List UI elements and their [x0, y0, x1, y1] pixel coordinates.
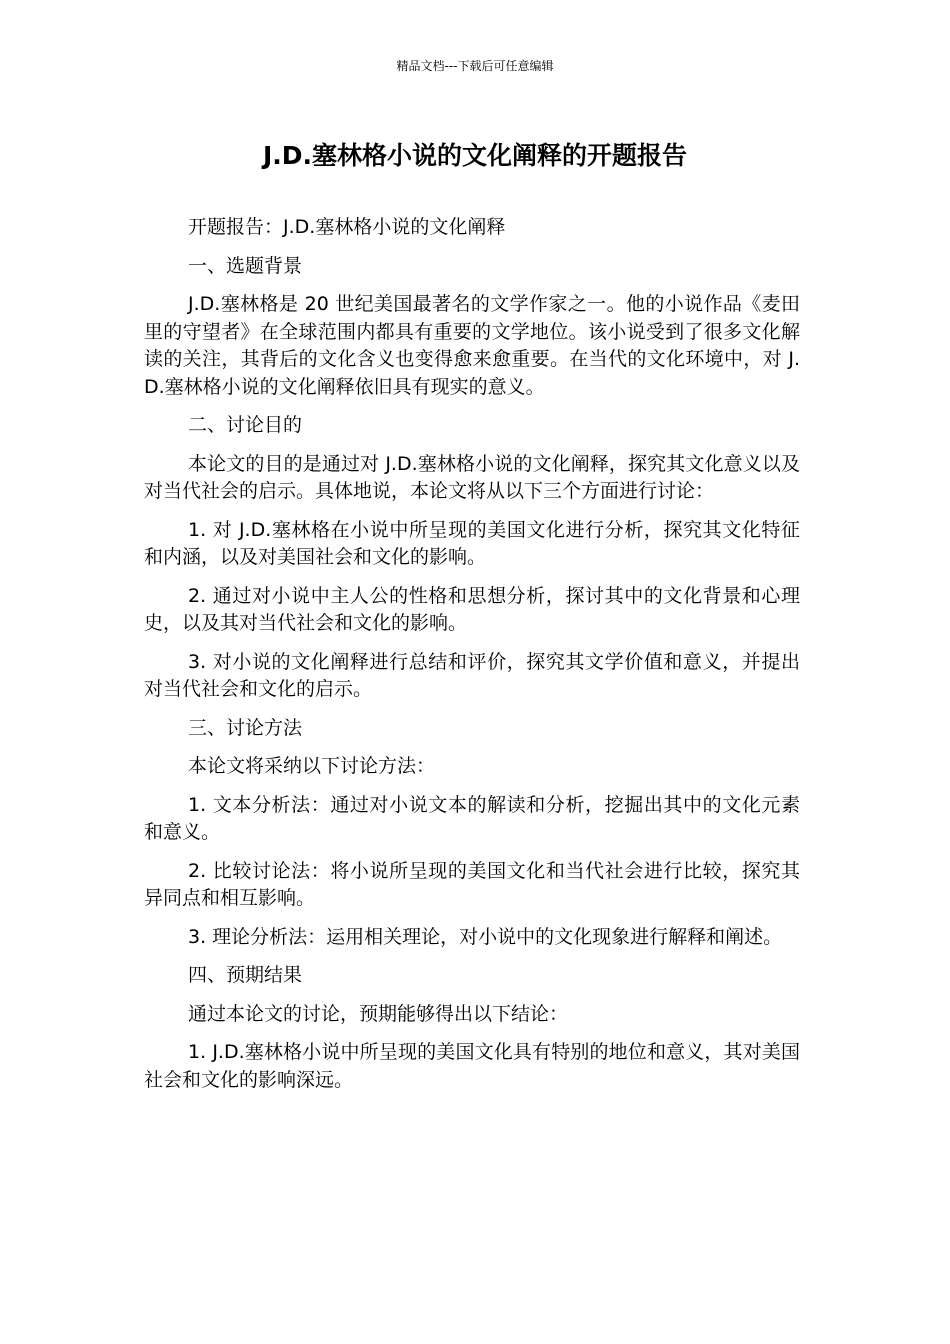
- purpose-item-1: 1. 对 J.D.塞林格在小说中所呈现的美国文化进行分析，探究其文化特征和内涵，以及对美国社会和文化的影响。: [144, 518, 800, 568]
- section-heading-results: 四、预期结果: [188, 964, 303, 986]
- results-intro: 通过本论文的讨论，预期能够得出以下结论：: [188, 1002, 569, 1025]
- page-header-note: 精品文档---下载后可任意编辑: [396, 59, 554, 73]
- document-body: [144, 214, 800, 1105]
- document-title: J.D.塞林格小说的文化阐释的开题报告: [262, 141, 688, 170]
- section-heading-purpose: 二、讨论目的: [188, 414, 303, 436]
- result-item-1: 1. J.D.塞林格小说中所呈现的美国文化具有特别的地位和意义，其对美国社会和文化的影响深远。: [144, 1041, 800, 1091]
- report-subtitle: 开题报告：J.D.塞林格小说的文化阐释: [188, 216, 506, 238]
- method-item-3: 3. 理论分析法：运用相关理论，对小说中的文化现象进行解释和阐述。: [188, 925, 783, 948]
- purpose-item-2: 2. 通过对小说中主人公的性格和思想分析，探讨其中的文化背景和心理史，以及其对当代社会和文化的影响。: [144, 584, 800, 634]
- background-paragraph: J.D.塞林格是 20 世纪美国最著名的文学作家之一。他的小说作品《麦田里的守望者》在全球范围内都具有重要的文学地位。该小说受到了很多文化解读的关注，其背后的文化含义也变得愈来愈重要。在当代的文化环境中，对 J.D.塞林格小说的文化阐释依旧具有现实的意义。: [144, 293, 800, 398]
- method-item-2: 2. 比较讨论法：将小说所呈现的美国文化和当代社会进行比较，探究其异同点和相互影响。: [144, 859, 800, 909]
- methods-intro: 本论文将采纳以下讨论方法：: [188, 755, 436, 777]
- section-heading-background: 一、选题背景: [188, 254, 303, 277]
- section-heading-methods: 三、讨论方法: [188, 716, 303, 739]
- purpose-item-3: 3. 对小说的文化阐释进行总结和评价，探究其文学价值和意义，并提出对当代社会和文化的启示。: [144, 650, 800, 700]
- purpose-paragraph: 本论文的目的是通过对 J.D.塞林格小说的文化阐释，探究其文化意义以及对当代社会的启示。具体地说，本论文将从以下三个方面进行讨论：: [144, 452, 800, 502]
- method-item-1: 1. 文本分析法：通过对小说文本的解读和分析，挖掘出其中的文化元素和意义。: [144, 793, 800, 843]
